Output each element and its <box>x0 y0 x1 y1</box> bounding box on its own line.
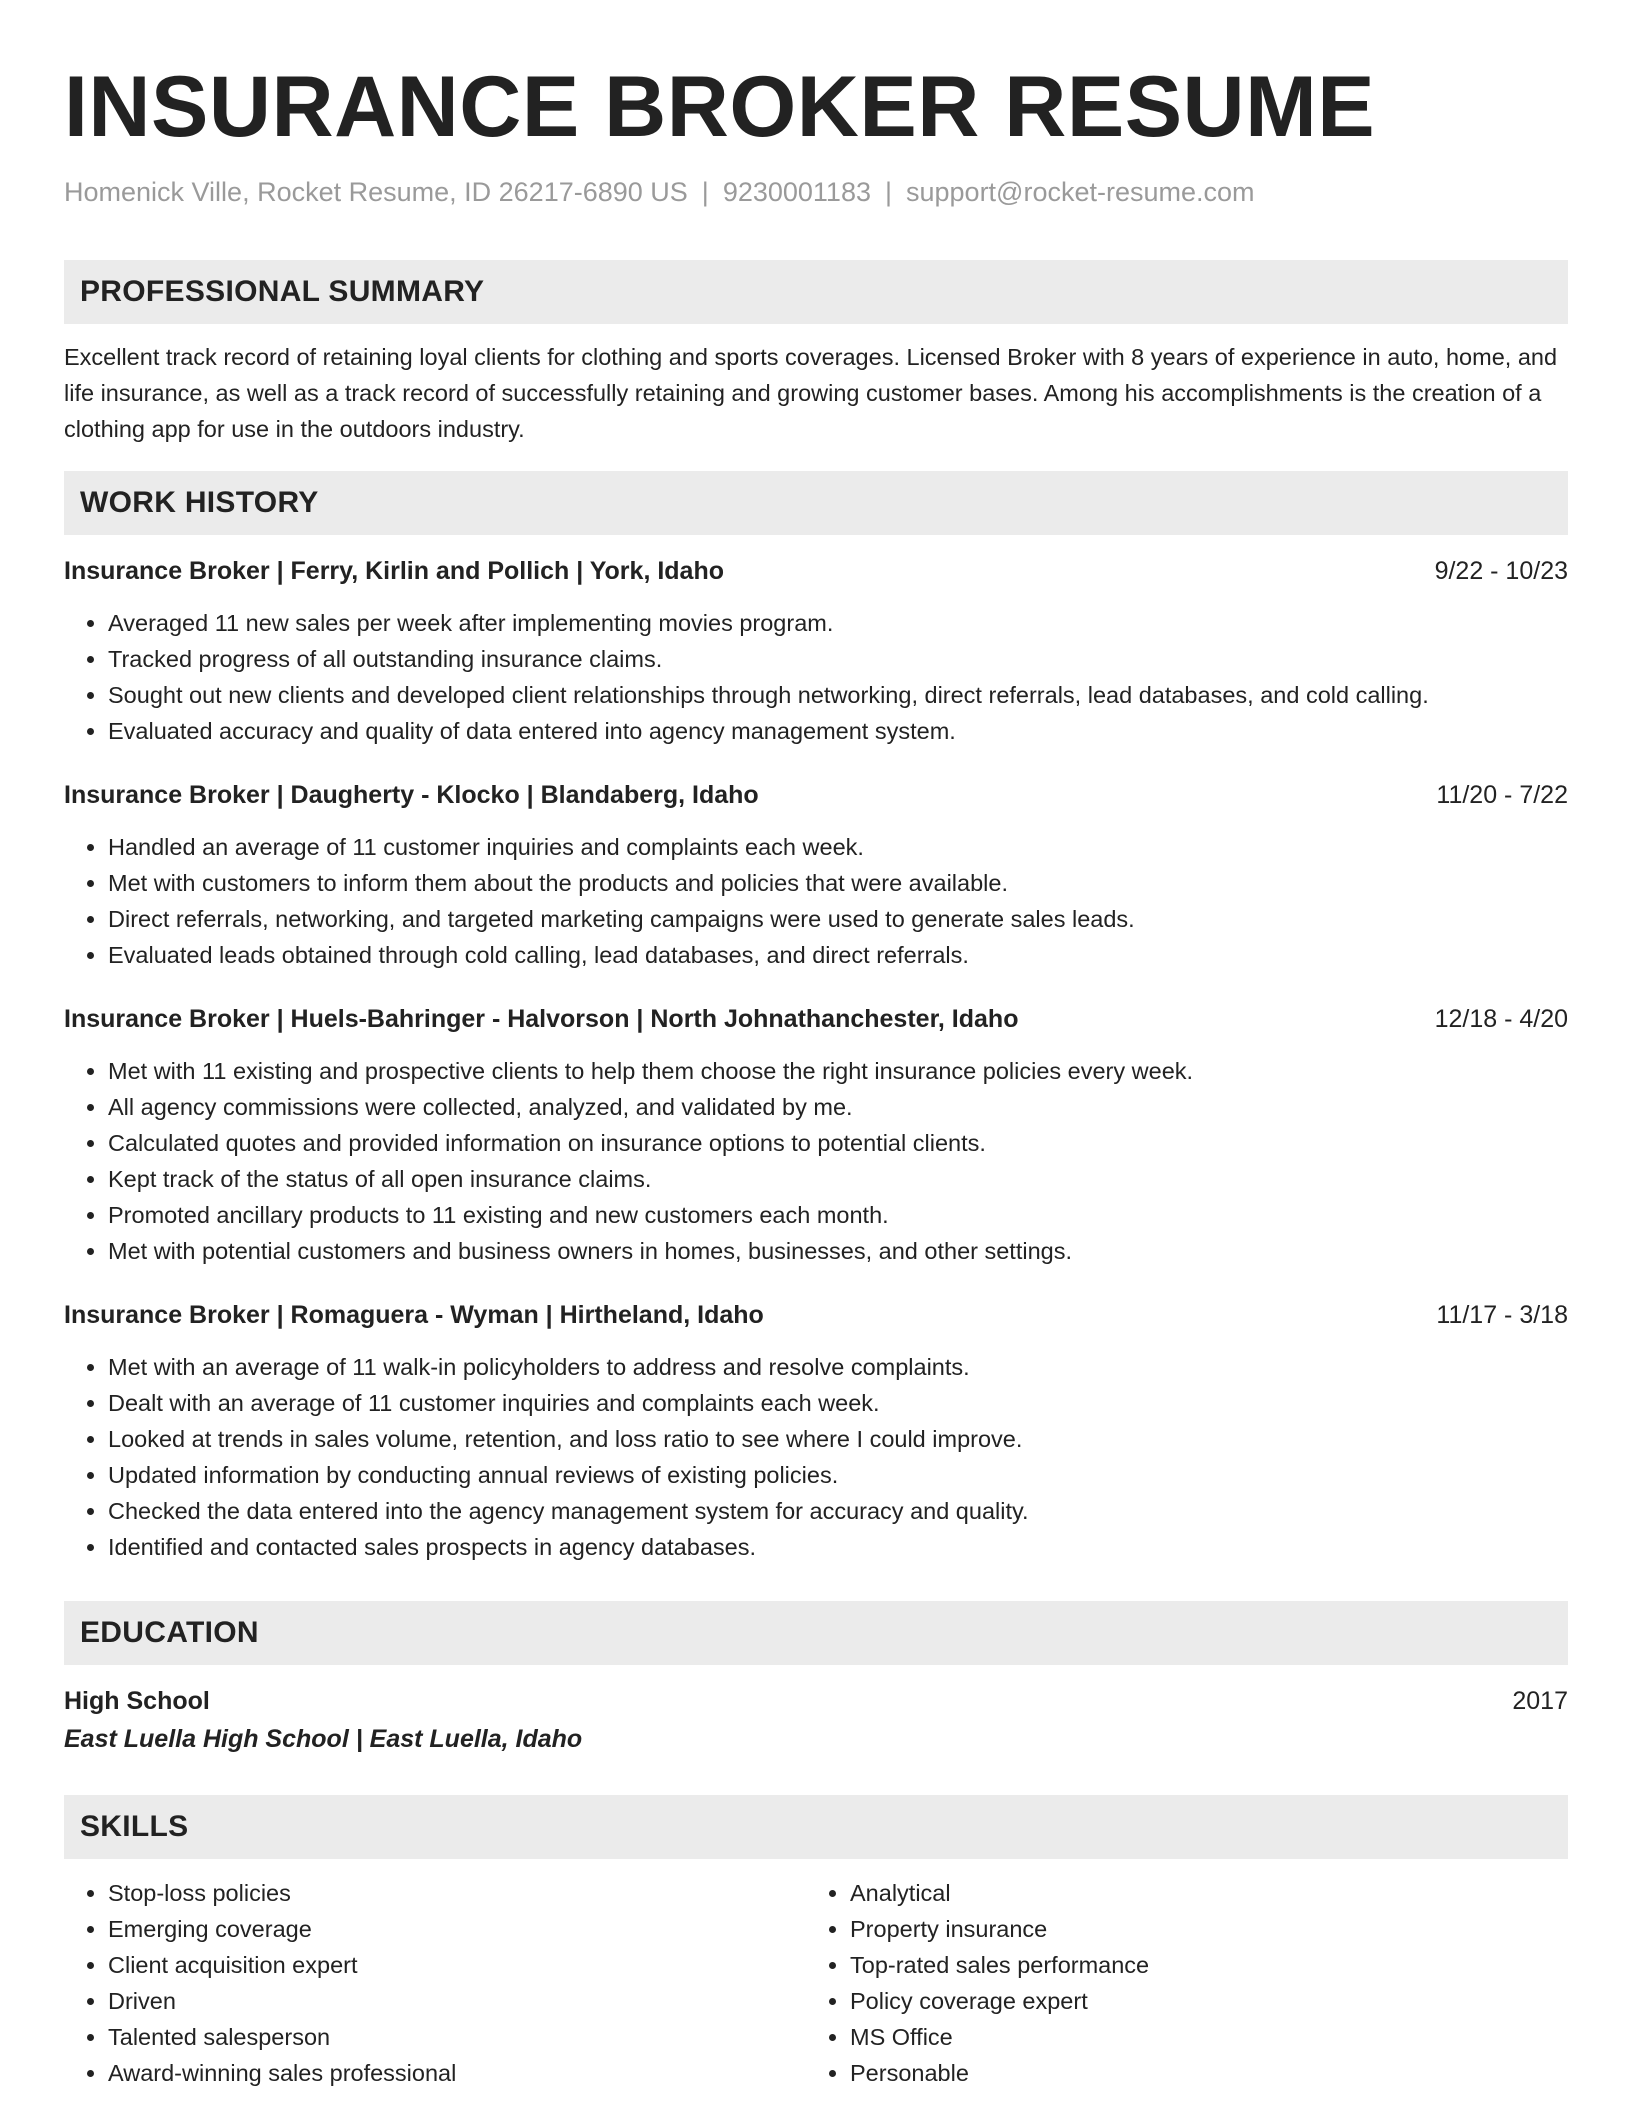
list-item: • Met with potential customers and business owners in homes, businesses, and other settings. <box>108 1233 1568 1269</box>
job-entry <box>64 1299 1568 1565</box>
skills-column-right <box>806 1875 1548 2091</box>
job-bullets <box>64 1349 1568 1565</box>
list-item: • Met with customers to inform them about the products and policies that were available. <box>108 865 1568 901</box>
section-header-skills: SKILLS <box>64 1795 1568 1859</box>
list-item: • Met with 11 existing and prospective clients to help them choose the right insurance policies every week. <box>108 1053 1568 1089</box>
list-item: • Identified and contacted sales prospects in agency databases. <box>108 1529 1568 1565</box>
list-item: • Handled an average of 11 customer inquiries and complaints each week. <box>108 829 1568 865</box>
job-title: Insurance Broker | Ferry, Kirlin and Pollich | York, Idaho <box>64 557 724 586</box>
contact-phone: 9230001183 <box>722 177 871 207</box>
skill-item: • Driven <box>108 1983 806 2019</box>
contact-separator: | <box>884 177 892 207</box>
job-dates: 11/17 - 3/18 <box>1436 1301 1568 1330</box>
resume-title: INSURANCE BROKER RESUME <box>64 59 1376 155</box>
skill-item: • Emerging coverage <box>108 1911 806 1947</box>
job-title: Insurance Broker | Romaguera - Wyman | Hirtheland, Idaho <box>64 1301 764 1330</box>
summary-text: Excellent track record of retaining loyal clients for clothing and sports coverages. Licensed Broker with 8 years of experience in auto, home, and life insurance, as well as a track record of successfully retaining and growing customer bases. Among his accomplishments is the creation of a clothing app for use in the outdoors industry. <box>64 344 1558 443</box>
skill-item: • Top-rated sales performance <box>850 1947 1548 1983</box>
skill-item: • MS Office <box>850 2019 1548 2055</box>
section-header-education: EDUCATION <box>64 1601 1568 1665</box>
list-item: • Met with an average of 11 walk-in policyholders to address and resolve complaints. <box>108 1349 1568 1385</box>
job-bullets <box>64 1053 1568 1269</box>
job-entry <box>64 555 1568 749</box>
list-item: • Dealt with an average of 11 customer inquiries and complaints each week. <box>108 1385 1568 1421</box>
job-dates: 11/20 - 7/22 <box>1436 781 1568 810</box>
skill-item: • Stop-loss policies <box>108 1875 806 1911</box>
list-item: • Updated information by conducting annual reviews of existing policies. <box>108 1457 1568 1493</box>
contact-separator: | <box>701 177 709 207</box>
list-item: • Looked at trends in sales volume, retention, and loss ratio to see where I could improve. <box>108 1421 1568 1457</box>
contact-line <box>64 176 1568 208</box>
list-item: • Evaluated leads obtained through cold calling, lead databases, and direct referrals. <box>108 937 1568 973</box>
skill-item: • Client acquisition expert <box>108 1947 806 1983</box>
list-item: • Direct referrals, networking, and targeted marketing campaigns were used to generate sales leads. <box>108 901 1568 937</box>
list-item: • Kept track of the status of all open insurance claims. <box>108 1161 1568 1197</box>
job-bullets <box>64 605 1568 749</box>
contact-address: Homenick Ville, Rocket Resume, ID 26217-6890 US <box>64 177 688 207</box>
skills-column-left <box>64 1875 806 2091</box>
skill-item: • Talented salesperson <box>108 2019 806 2055</box>
education-degree: High School <box>64 1687 210 1716</box>
job-title: Insurance Broker | Daugherty - Klocko | Blandaberg, Idaho <box>64 781 759 810</box>
list-item: • All agency commissions were collected, analyzed, and validated by me. <box>108 1089 1568 1125</box>
job-dates: 12/18 - 4/20 <box>1434 1005 1568 1034</box>
list-item: • Checked the data entered into the agency management system for accuracy and quality. <box>108 1493 1568 1529</box>
section-header-work-history: WORK HISTORY <box>64 471 1568 535</box>
skill-item: • Policy coverage expert <box>850 1983 1548 2019</box>
job-bullets <box>64 829 1568 973</box>
education-school: East Luella High School | East Luella, Idaho <box>64 1725 583 1754</box>
skills-grid <box>64 1875 1568 2091</box>
contact-email: support@rocket-resume.com <box>906 177 1255 207</box>
section-header-summary: PROFESSIONAL SUMMARY <box>64 260 1568 324</box>
education-entry <box>64 1685 1568 1755</box>
skill-item: • Award-winning sales professional <box>108 2055 806 2091</box>
skill-item: • Analytical <box>850 1875 1548 1911</box>
job-entry <box>64 1003 1568 1269</box>
skill-item: • Property insurance <box>850 1911 1548 1947</box>
education-year: 2017 <box>1512 1687 1568 1716</box>
list-item: • Averaged 11 new sales per week after implementing movies program. <box>108 605 1568 641</box>
skill-item: • Personable <box>850 2055 1548 2091</box>
list-item: • Tracked progress of all outstanding insurance claims. <box>108 641 1568 677</box>
list-item: • Calculated quotes and provided information on insurance options to potential clients. <box>108 1125 1568 1161</box>
job-title: Insurance Broker | Huels-Bahringer - Halvorson | North Johnathanchester, Idaho <box>64 1005 1019 1034</box>
job-dates: 9/22 - 10/23 <box>1434 557 1568 586</box>
list-item: • Sought out new clients and developed client relationships through networking, direct referrals, lead databases, and cold calling. <box>108 677 1568 713</box>
list-item: • Promoted ancillary products to 11 existing and new customers each month. <box>108 1197 1568 1233</box>
list-item: • Evaluated accuracy and quality of data entered into agency management system. <box>108 713 1568 749</box>
job-entry <box>64 779 1568 973</box>
